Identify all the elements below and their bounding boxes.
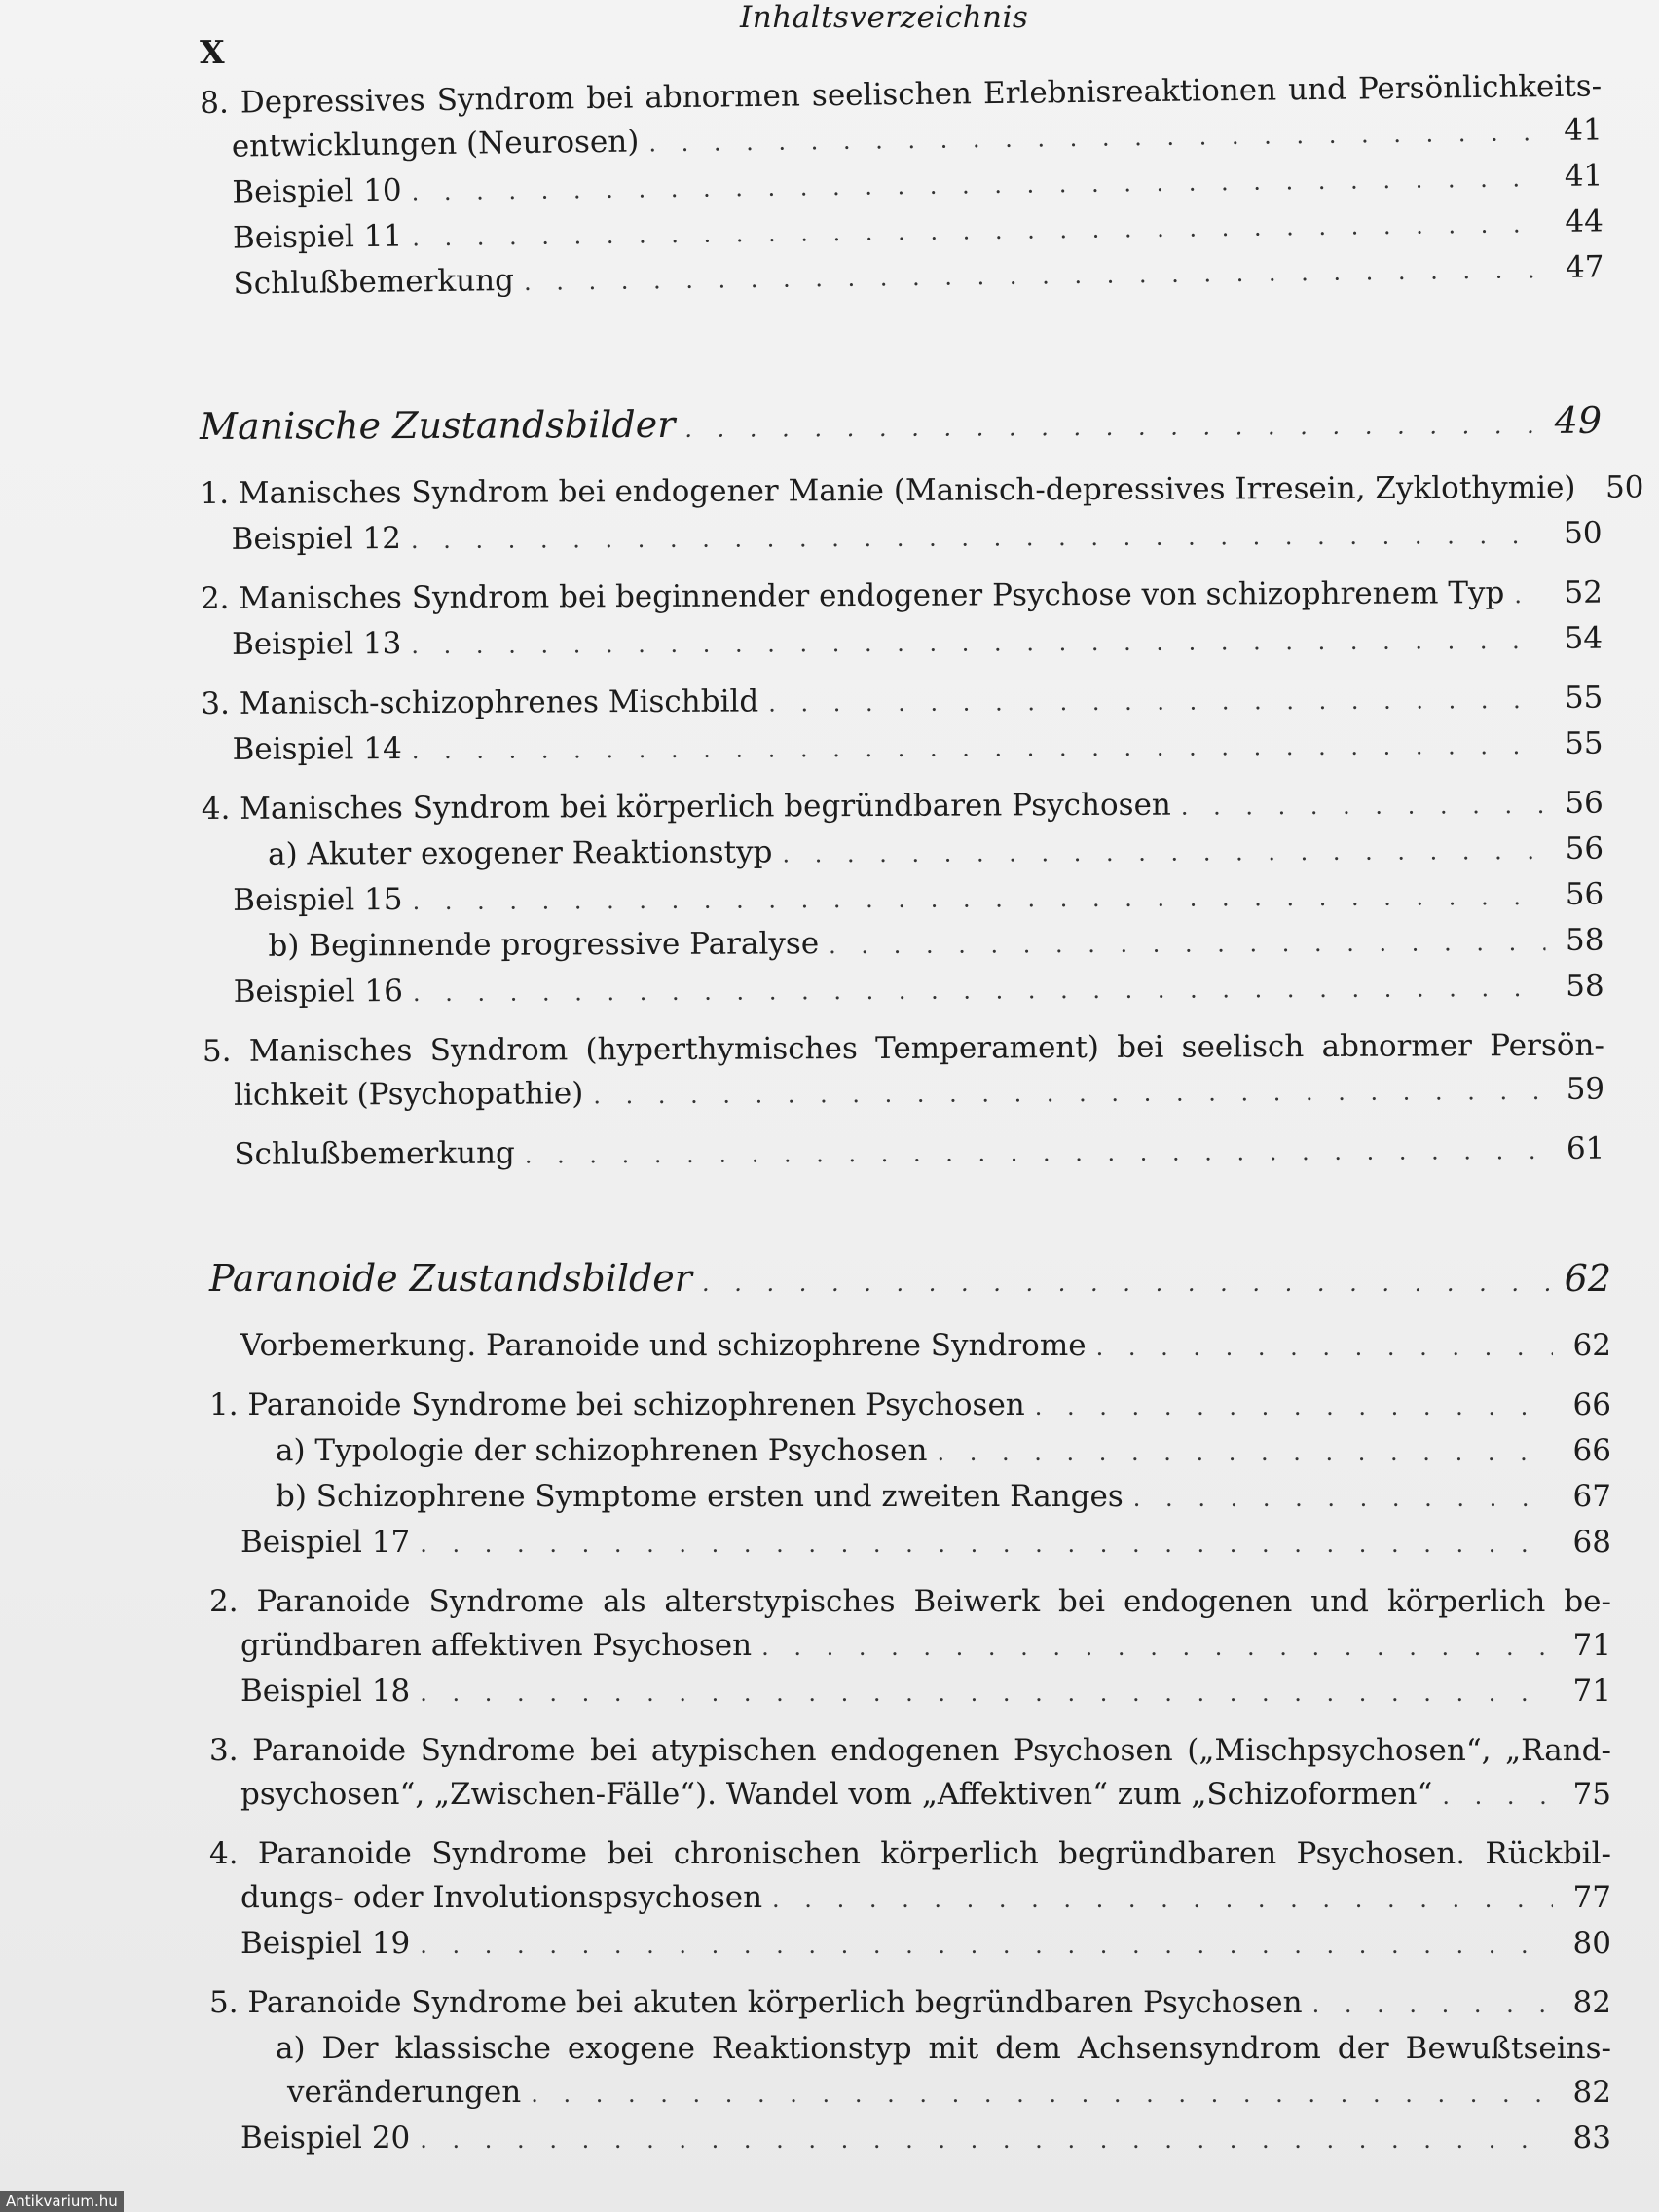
toc-entry bbox=[209, 1670, 1611, 1715]
leader-dots bbox=[1035, 1385, 1553, 1429]
toc-entry-text: Beispiel 15 bbox=[233, 882, 403, 918]
toc-entry-text: a) Akuter exogener Reaktionstyp bbox=[267, 834, 773, 872]
leader-dots bbox=[525, 1129, 1547, 1178]
toc-section-depressive-tail bbox=[200, 64, 1604, 309]
toc-entry-text: Beispiel 10 bbox=[232, 172, 402, 210]
toc-entry bbox=[202, 828, 1604, 879]
leader-dots bbox=[1096, 1326, 1553, 1370]
toc-entry-page: 50 bbox=[1604, 469, 1644, 505]
toc-entry-text: veränderungen bbox=[287, 2075, 522, 2110]
leader-dots bbox=[1514, 573, 1544, 617]
toc-entry-page: 44 bbox=[1565, 203, 1604, 240]
toc-entry-text: a) Der klassische exogene Reaktionstyp mit dem Achsensyndrom der Bewußtseins- bbox=[276, 2031, 1611, 2066]
toc-entry-page: 83 bbox=[1572, 2120, 1611, 2156]
leader-dots bbox=[1133, 1477, 1553, 1521]
toc-entry-text: Schlußbemerkung bbox=[233, 263, 515, 302]
leader-dots bbox=[412, 724, 1545, 773]
toc-entry bbox=[203, 1068, 1604, 1120]
toc-entry-text: 8. Depressives Syndrom bei abnormen seelischen Erlebnisreaktionen und Persönlichkeits- bbox=[200, 68, 1603, 121]
toc-entry-text: a) Typologie der schizophrenen Psychosen bbox=[276, 1433, 928, 1468]
toc-entry-page: 56 bbox=[1565, 830, 1604, 866]
leader-dots bbox=[593, 1070, 1546, 1118]
toc-entry-text: Beispiel 18 bbox=[240, 1674, 411, 1709]
toc-entry-page: 68 bbox=[1572, 1525, 1611, 1560]
toc-entry-text: 2. Manisches Syndrom bei beginnender endogener Psychose von schizophrenem Typ bbox=[200, 575, 1505, 616]
toc-entry-text: 1. Manisches Syndrom bei endogener Manie (Manisch-depressives Irresein, Zyklothymie) bbox=[200, 469, 1576, 511]
toc-entry bbox=[201, 512, 1603, 564]
leader-dots bbox=[411, 619, 1544, 668]
toc-entry-text: psychosen“, „Zwischen-Fälle“). Wandel vom „Affektiven“ zum „Schizoformen“ bbox=[240, 1777, 1433, 1812]
toc-entry-text: Beispiel 11 bbox=[232, 218, 403, 256]
toc-entry bbox=[200, 466, 1644, 518]
leader-dots bbox=[420, 2119, 1553, 2162]
watermark: Antikvarium.hu bbox=[0, 2191, 124, 2212]
toc-entry-page: 62 bbox=[1572, 1328, 1611, 1363]
toc-entry-text: Schlußbemerkung bbox=[234, 1135, 515, 1172]
toc-entry bbox=[201, 677, 1603, 728]
toc-entry-page: 56 bbox=[1565, 785, 1604, 821]
toc-entry bbox=[209, 2027, 1611, 2071]
toc-entry-text: gründbaren affektiven Psychosen bbox=[240, 1628, 753, 1663]
toc-entry-page: 61 bbox=[1566, 1130, 1605, 1166]
toc-entry-page: 82 bbox=[1572, 2075, 1611, 2110]
toc-section-manic bbox=[200, 393, 1644, 1179]
toc-entry-page: 75 bbox=[1572, 1777, 1611, 1812]
leader-dots bbox=[761, 1626, 1553, 1670]
toc-entry-page: 66 bbox=[1572, 1433, 1611, 1468]
toc-entry-page: 55 bbox=[1564, 680, 1604, 716]
toc-entry-page: 67 bbox=[1572, 1479, 1611, 1514]
toc-entry-page: 56 bbox=[1565, 876, 1604, 912]
toc-entry-text: lichkeit (Psychopathie) bbox=[234, 1076, 584, 1113]
leader-dots bbox=[937, 1431, 1553, 1475]
toc-entry-page: 41 bbox=[1564, 158, 1604, 194]
section-title-manic bbox=[200, 393, 1602, 459]
toc-entry-text: 5. Paranoide Syndrome bei akuten körperlich begründbaren Psychosen bbox=[209, 1985, 1303, 2020]
toc-entry bbox=[209, 2071, 1611, 2117]
toc-entry-page: 41 bbox=[1564, 112, 1603, 148]
toc-entry-text: entwicklungen (Neurosen) bbox=[231, 124, 640, 165]
toc-entry-text: 2. Paranoide Syndrome als alterstypisches Beiwerk bei endogenen und körperlich be- bbox=[209, 1584, 1611, 1619]
leader-dots bbox=[768, 679, 1544, 725]
toc-entry bbox=[202, 873, 1604, 925]
leader-dots bbox=[684, 398, 1543, 457]
page-number: X bbox=[200, 33, 225, 71]
toc-entry-page: 71 bbox=[1572, 1674, 1611, 1709]
toc-entry-text: Beispiel 12 bbox=[231, 521, 401, 557]
leader-dots bbox=[420, 1924, 1553, 1968]
leader-dots bbox=[829, 921, 1546, 968]
toc-entry-text: Vorbemerkung. Paranoide und schizophrene Syndrome bbox=[240, 1328, 1087, 1363]
toc-entry-text: Beispiel 16 bbox=[233, 974, 404, 1010]
toc-entry bbox=[209, 1324, 1611, 1370]
section-title-page: 49 bbox=[1554, 398, 1603, 442]
toc-entry-page: 82 bbox=[1572, 1985, 1611, 2020]
toc-entry-page: 47 bbox=[1565, 249, 1604, 285]
leader-dots bbox=[782, 830, 1545, 876]
toc-entry bbox=[201, 722, 1603, 774]
toc-entry bbox=[203, 965, 1604, 1016]
toc-entry-text: Beispiel 17 bbox=[240, 1525, 411, 1560]
toc-entry bbox=[209, 1580, 1611, 1624]
toc-entry bbox=[209, 1832, 1611, 1876]
toc-entry-text: 3. Manisch-schizophrenes Mischbild bbox=[201, 683, 759, 721]
toc-entry-page: 80 bbox=[1572, 1926, 1611, 1961]
leader-dots bbox=[413, 967, 1546, 1015]
toc-entry-text: 1. Paranoide Syndrome bei schizophrenen Psychosen bbox=[209, 1387, 1025, 1422]
toc-entry-page: 52 bbox=[1564, 574, 1603, 610]
toc-entry bbox=[201, 617, 1603, 669]
leader-dots bbox=[412, 875, 1545, 924]
leader-dots bbox=[420, 1523, 1553, 1567]
toc-entry bbox=[209, 1624, 1611, 1670]
toc-entry bbox=[209, 1981, 1611, 2027]
toc-entry-text: dungs- oder Involutionspsychosen bbox=[240, 1880, 763, 1915]
section-title-paranoid bbox=[209, 1251, 1611, 1310]
running-head: Inhaltsverzeichnis bbox=[740, 0, 1029, 35]
toc-entry-text: 5. Manisches Syndrom (hyperthymisches Temperament) bei seelisch abnormer Persön- bbox=[202, 1027, 1604, 1069]
toc-entry bbox=[209, 1922, 1611, 1968]
leader-dots bbox=[420, 1672, 1553, 1715]
leader-dots bbox=[772, 1878, 1553, 1922]
toc-entry-text: Beispiel 14 bbox=[232, 731, 402, 767]
toc-entry-page: 77 bbox=[1572, 1880, 1611, 1915]
section-title-page: 62 bbox=[1564, 1257, 1611, 1300]
toc-entry bbox=[201, 571, 1603, 623]
toc-entry-text: b) Beginnende progressive Paralyse bbox=[268, 926, 820, 964]
toc-entry-page: 66 bbox=[1572, 1387, 1611, 1422]
leader-dots bbox=[702, 1256, 1553, 1310]
leader-dots bbox=[411, 514, 1544, 563]
toc-entry-text: Beispiel 13 bbox=[232, 626, 402, 662]
toc-entry bbox=[203, 1024, 1604, 1074]
toc-entry bbox=[209, 1773, 1611, 1819]
toc-entry-page: 58 bbox=[1566, 968, 1604, 1004]
leader-dots bbox=[531, 2073, 1553, 2117]
toc-entry-page: 54 bbox=[1564, 620, 1604, 656]
toc-entry-text: b) Schizophrene Symptome ersten und zweiten Ranges bbox=[276, 1479, 1124, 1514]
toc-entry bbox=[209, 1729, 1611, 1773]
toc-entry bbox=[209, 1429, 1611, 1475]
toc-entry bbox=[209, 1876, 1611, 1922]
toc-entry-text: 4. Paranoide Syndrome bei chronischen körperlich begründbaren Psychosen. Rückbil- bbox=[209, 1836, 1611, 1871]
toc-section-paranoid bbox=[209, 1251, 1611, 2162]
toc-entry bbox=[209, 1521, 1611, 1567]
leader-dots bbox=[1181, 784, 1545, 830]
toc-entry-page: 59 bbox=[1566, 1071, 1605, 1107]
leader-dots bbox=[1442, 1775, 1553, 1819]
toc-entry bbox=[209, 1383, 1611, 1429]
toc-entry bbox=[203, 1127, 1604, 1179]
toc-entry bbox=[202, 919, 1604, 971]
toc-entry bbox=[209, 2117, 1611, 2162]
toc-entry-page: 50 bbox=[1564, 515, 1603, 551]
toc-entry-text: Beispiel 19 bbox=[240, 1926, 411, 1961]
toc-entry-text: 4. Manisches Syndrom bei körperlich begründbaren Psychosen bbox=[201, 787, 1171, 827]
section-title-text: Manische Zustandsbilder bbox=[200, 402, 676, 448]
section-title-text: Paranoide Zustandsbilder bbox=[209, 1257, 692, 1300]
toc-entry-page: 71 bbox=[1572, 1628, 1611, 1663]
toc-entry-page: 58 bbox=[1565, 922, 1604, 958]
toc-entry-text: Beispiel 20 bbox=[240, 2120, 411, 2156]
toc-entry-page: 55 bbox=[1565, 725, 1604, 761]
toc-entry bbox=[209, 1475, 1611, 1521]
leader-dots bbox=[1312, 1983, 1553, 2027]
toc-entry-text: 3. Paranoide Syndrome bei atypischen endogenen Psychosen („Mischpsychosen“, „Rand- bbox=[209, 1733, 1611, 1768]
toc-entry bbox=[202, 782, 1604, 833]
